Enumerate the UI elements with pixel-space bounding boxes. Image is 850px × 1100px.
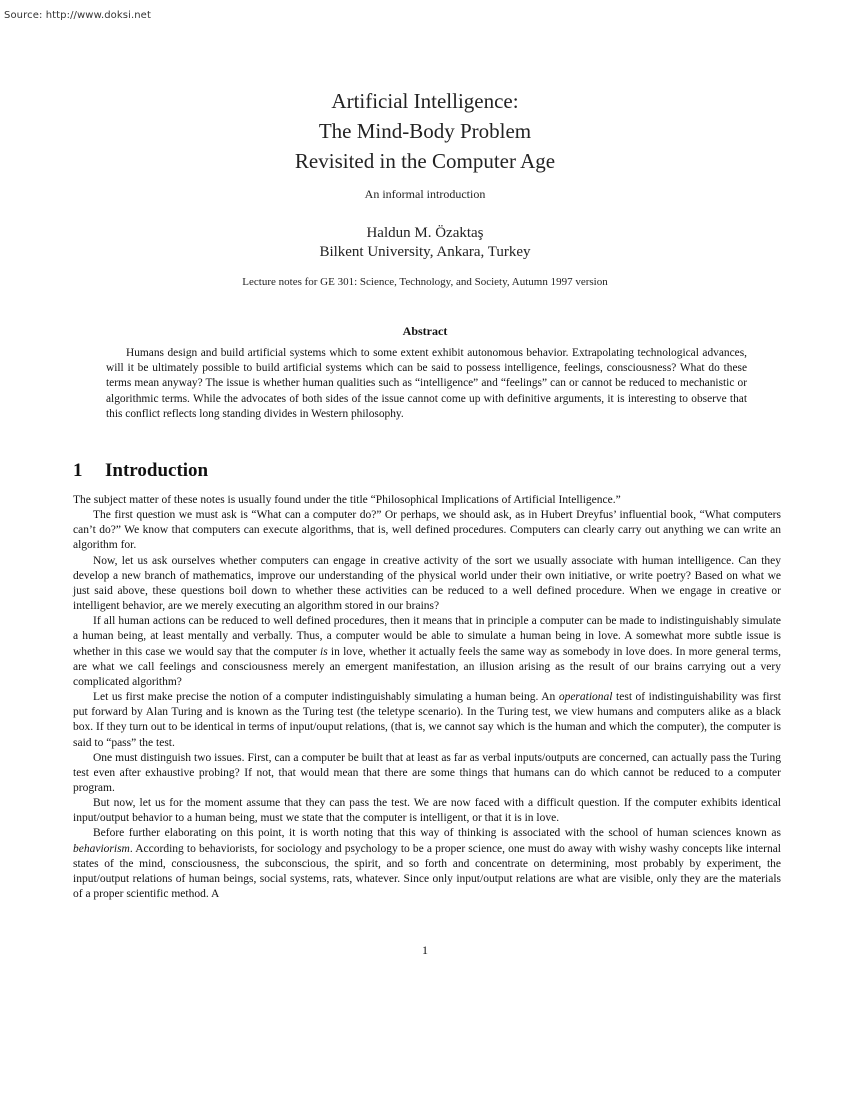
title-line-2: The Mind-Body Problem: [318, 119, 532, 143]
paragraph-2: The first question we must ask is “What can a computer do?” Or perhaps, we should ask, as in Hubert Dreyfus’ influential book, “What computers can’t do?” We know that computers can execute algorithms, that is, well defined procedures. Computers can clearly carry out anything we can write an algorithm for.: [73, 509, 781, 552]
paragraph-4-part-b: in love, whether it actually feels the same way as somebody in love does. In more general terms, are what we call feelings and consciousness merely an emergent manifestation, an illusion arising as the result of our brains carrying out a very complicated algorithm?: [73, 645, 781, 688]
paragraph-8-part-a: Before further elaborating on this point, it is worth noting that this way of thinking is associated with the school of human sciences known as: [93, 827, 781, 840]
source-url: Source: http://www.doksi.net: [4, 10, 151, 21]
lecture-note: Lecture notes for GE 301: Science, Technology, and Society, Autumn 1997 version: [242, 276, 608, 288]
subtitle: An informal introduction: [364, 187, 486, 201]
body-text: [73, 493, 781, 902]
author-block: [0, 224, 850, 262]
paragraph-7: But now, let us for the moment assume that they can pass the test. We are now faced with a difficult question. If the computer exhibits identical input/output behavior to a human being, must we state that the computer is intelligent, or that it is in love.: [73, 797, 781, 825]
abstract-heading: Abstract: [402, 324, 448, 338]
paragraph-5-part-a: Let us first make precise the notion of a computer indistinguishably simulating a human being. An: [93, 691, 559, 704]
paragraph-4-emphasis: is: [320, 645, 328, 658]
section-number: 1: [73, 460, 83, 481]
paragraph-6: One must distinguish two issues. First, can a computer be built that at least as far as verbal inputs/outputs are concerned, can actually pass the Turing test even after exhaustive probing? If not, that would mean that there are some things that humans can do which cannot be reduced to a computer program.: [73, 751, 781, 794]
title-line-1: Artificial Intelligence:: [331, 89, 519, 113]
paragraph-5-emphasis: operational: [558, 691, 613, 704]
author-name: Haldun M. Özaktaş: [366, 225, 484, 241]
paragraph-1: The subject matter of these notes is usually found under the title “Philosophical Implications of Artificial Intelligence.”: [73, 494, 621, 506]
paper-title: [0, 86, 850, 176]
paragraph-5-part-b: test of indistinguishability was first put forward by Alan Turing and is known as the Turing test (the teletype scenario). In the Turing test, we view humans and computers alike as a black box. If they turn out to be identical in terms of input/ouput relations, (that is, we cannot say which is the human and which the computer), the computer is said to “pass” the test.: [73, 691, 781, 749]
abstract-body: [106, 346, 747, 422]
paragraph-8-emphasis: behaviorism: [73, 842, 130, 855]
abstract-text: Humans design and build artificial systems which to some extent exhibit autonomous behavior. Extrapolating technological advances, will it be ultimately possible to build artificial systems which can be said to possess intelligence, feelings, consciousness? What do these terms mean anyway? The issue is whether human qualities such as “intelligence” and “feelings” can or cannot be reduced to mechanistic or algorithmic terms. While the advocates of both sides of the issue cannot come up with definitive arguments, it is interesting to observe that this conflict reflects long standing divides in Western philosophy.: [106, 347, 747, 420]
section-heading: [73, 460, 208, 482]
paragraph-4-part-a: If all human actions can be reduced to well defined procedures, then it means that in principle a computer can be made to indistinguishably simulate a human being, at least mentally and verbally. Thus, a computer would be able to simulate a human being in love. A somewhat more subtle issue is whether in this case we would say that the computer: [73, 615, 781, 658]
section-title: Introduction: [105, 460, 209, 481]
paragraph-3: Now, let us ask ourselves whether computers can engage in creative activity of the sort we usually associate with human intelligence. Can they develop a new branch of mathematics, improve our understanding of the physical world under their own initiative, or write poetry? Based on what we just said above, these questions boil down to whether these activities can be reduced to a well defined procedure. When we engage in creative or intelligent behavior, are we merely executing an algorithm stored in our brains?: [73, 554, 781, 613]
paragraph-5: [73, 690, 781, 751]
paragraph-4: [73, 614, 781, 690]
paragraph-8-part-b: . According to behaviorists, for sociology and psychology to be a proper science, one must do away with wishy washy concepts like internal states of the mind, consciousness, the subconscious, the spirit, and so forth and concentrate on determining, most probably by experiment, the input/output relations of human beings, social systems, rats, whatever. Since only input/output relations are what are visible, only they are the materials of a proper scientific method. A: [73, 842, 781, 901]
page-number: 1: [422, 943, 428, 957]
author-affiliation: Bilkent University, Ankara, Turkey: [319, 244, 531, 260]
paragraph-8: [73, 826, 781, 902]
title-line-3: Revisited in the Computer Age: [294, 149, 556, 173]
